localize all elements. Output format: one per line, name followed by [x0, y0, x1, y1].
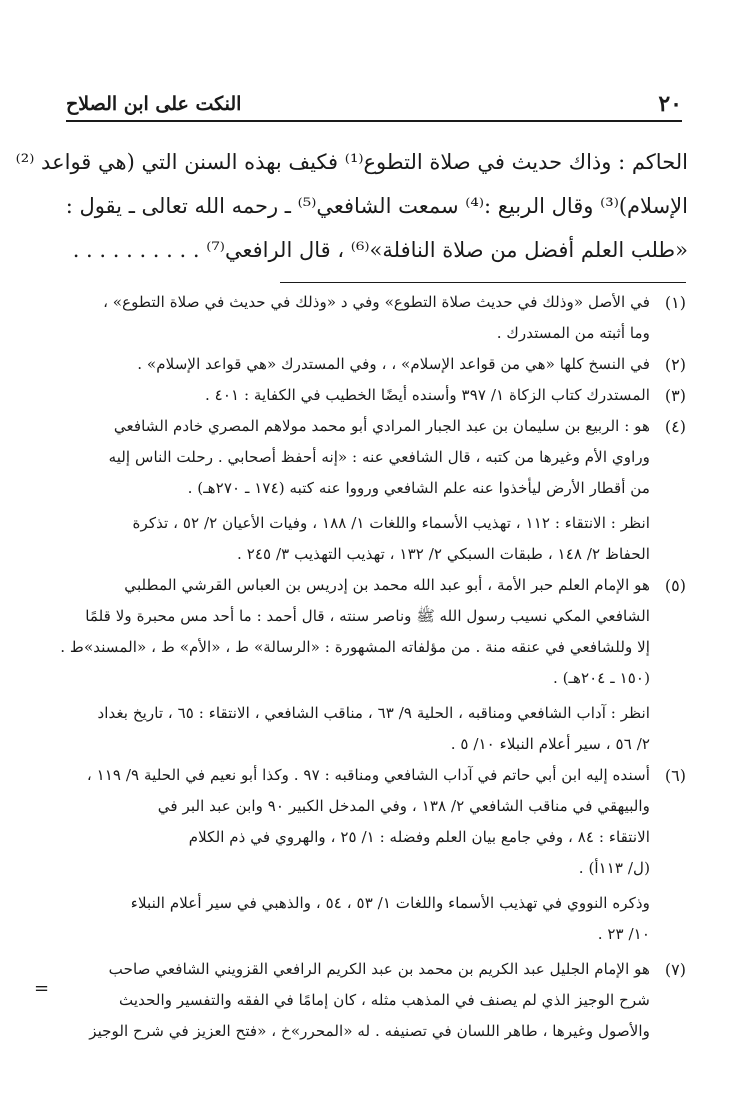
- footnote-number: (١): [664, 293, 686, 312]
- footnote-line: في الأصل «وذلك في حديث صلاة التطوع» وفي د «وذلك في حديث في صلاة التطوع» ،: [103, 293, 650, 311]
- footnote-line: الشافعي المكي نسيب رسول الله ﷺ وناصر سنته ، قال أحمد : ما أحد مس محبرة ولا قلمًا: [85, 607, 650, 625]
- footnote-3: [66, 380, 686, 411]
- footnote-line: أسنده إليه ابن أبي حاتم في آداب الشافعي ومناقبه : ٩٧ . وكذا أبو نعيم في الحلية ٩/ ١١٩ ،: [86, 766, 650, 784]
- footnote-6: [66, 760, 686, 950]
- footnote-number: (٥): [664, 576, 686, 595]
- footnote-number: (٧): [664, 960, 686, 979]
- footnote-1: [66, 287, 686, 349]
- footnote-source-line: الحفاظ ٢/ ١٤٨ ، طبقات السبكي ٢/ ١٣٢ ، تهذيب التهذيب ٣/ ٢٤٥ .: [237, 545, 650, 563]
- footnote-7: [66, 954, 686, 1047]
- footnote-line: إلا وللشافعي في عنقه منة . من مؤلفاته المشهورة : «الرسالة» ط ، «الأم» ط ، «المسند»ط .: [60, 638, 650, 656]
- footnote-source-line: ٢/ ٥٦ ، سير أعلام النبلاء ١٠/ ٥ .: [450, 735, 650, 753]
- page-header: [66, 84, 682, 122]
- main-text: [15, 140, 688, 272]
- page-number: ٢٠: [658, 91, 682, 117]
- footnote-2: [66, 349, 686, 380]
- footnote-line: الانتقاء : ٨٤ ، وفي جامع بيان العلم وفضله : ١/ ٢٥ ، والهروي في ذم الكلام: [188, 828, 650, 846]
- footnote-number: (٣): [664, 386, 686, 405]
- footnote-line: هو الإمام العلم حبر الأمة ، أبو عبد الله محمد بن إدريس بن العباس القرشي المطلبي: [124, 576, 650, 594]
- footnote-line: هو : الربيع بن سليمان بن عبد الجبار المرادي أبو محمد مولاهم المصري خادم الشافعي: [113, 417, 650, 435]
- running-title: النكت على ابن الصلاح: [66, 93, 242, 115]
- footnote-number: (٦): [664, 766, 686, 785]
- footnote-number: (٢): [664, 355, 686, 374]
- footnote-source-line: انظر : الانتقاء : ١١٢ ، تهذيب الأسماء واللغات ١/ ١٨٨ ، وفيات الأعيان ٢/ ٥٢ ، تذكرة: [132, 514, 650, 532]
- footnote-line: وراوي الأم وغيرها من كتبه ، قال الشافعي عنه : «إنه أحفظ أصحابي . رحلت الناس إليه: [108, 448, 650, 466]
- footnote-line: في النسخ كلها «هي من قواعد الإسلام» ، ، وفي المستدرك «هي قواعد الإسلام» .: [137, 355, 650, 373]
- footnote-5: [60, 570, 686, 760]
- footnote-line: والبيهقي في مناقب الشافعي ٢/ ١٣٨ ، وفي المدخل الكبير ٩٠ وابن عبد البر في: [157, 797, 650, 815]
- footnote-line: المستدرك كتاب الزكاة ١/ ٣٩٧ وأسنده أيضًا الخطيب في الكفاية : ٤٠١ .: [205, 386, 650, 404]
- footnote-line: والأصول وغيرها ، طاهر اللسان في تصنيفه . له «المحرر»خ ، «فتح العزيز في شرح الوجيز: [89, 1022, 650, 1040]
- footnote-source-line: ١٠/ ٢٣ .: [597, 925, 650, 943]
- main-line: الإسلام)⁽³⁾ وقال الربيع :⁽⁴⁾ سمعت الشافعي⁽⁵⁾ ـ رحمه الله تعالى ـ يقول :: [65, 194, 688, 218]
- main-line: الحاكم : وذاك حديث في صلاة التطوع⁽¹⁾ فكيف بهذه السنن التي (هي قواعد ⁽²⁾: [15, 150, 688, 174]
- footnote-source-line: انظر : آداب الشافعي ومناقبه ، الحلية ٩/ ٦٣ ، مناقب الشافعي ، الانتقاء : ٦٥ ، تاريخ بغداد: [97, 704, 650, 722]
- footnote-line: (١٥٠ ـ ٢٠٤هـ) .: [552, 669, 650, 687]
- footnote-source-line: وذكره النووي في تهذيب الأسماء واللغات ١/ ٥٣ ، ٥٤ ، والذهبي في سير أعلام النبلاء: [130, 894, 650, 912]
- continuation-mark: =: [34, 978, 50, 999]
- footnote-line: هو الإمام الجليل عبد الكريم بن محمد بن عبد الكريم الرافعي القزويني الشافعي صاحب: [108, 960, 650, 978]
- footnote-separator: [280, 282, 686, 283]
- footnote-line: من أقطار الأرض ليأخذوا عنه علم الشافعي ورووا عنه كتبه (١٧٤ ـ ٢٧٠هـ) .: [187, 479, 650, 497]
- footnote-line: شرح الوجيز الذي لم يصنف في المذهب مثله ، كان إمامًا في الفقه والتفسير والحديث: [119, 991, 650, 1009]
- footnote-number: (٤): [664, 417, 686, 436]
- footnote-line: وما أثبته من المستدرك .: [496, 324, 650, 342]
- footnote-4: [66, 411, 686, 570]
- footnote-line: (ل/ ١١٣أ) .: [578, 859, 650, 877]
- footnotes: [60, 287, 686, 1047]
- main-line: «طلب العلم أفضل من صلاة النافلة»⁽⁶⁾ ، قال الرافعي⁽⁷⁾ . . . . . . . . . .: [72, 238, 688, 262]
